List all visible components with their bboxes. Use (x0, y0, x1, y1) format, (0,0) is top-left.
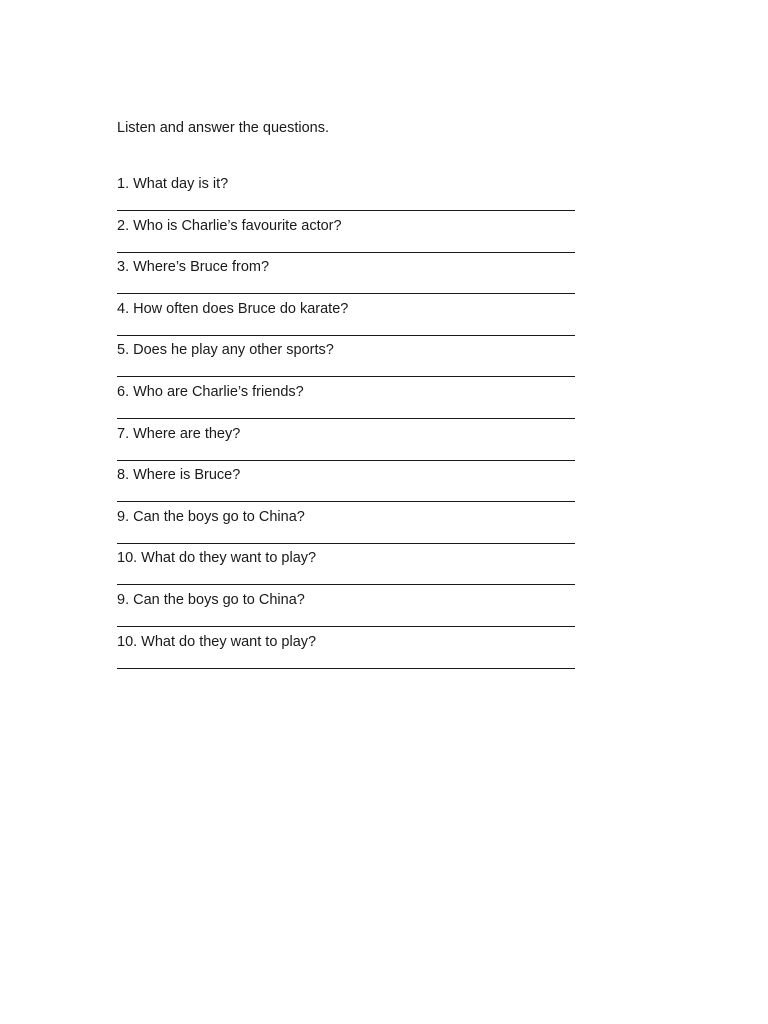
question-item (117, 258, 575, 300)
question-item (117, 633, 575, 675)
question-text: 2. Who is Charlie’s favourite actor? (117, 217, 342, 234)
question-text: 9. Can the boys go to China? (117, 508, 305, 525)
answer-line[interactable] (117, 252, 575, 253)
answer-line[interactable] (117, 293, 575, 294)
question-text: 10. What do they want to play? (117, 550, 317, 567)
question-item (117, 466, 575, 508)
question-list (117, 175, 575, 674)
question-item (117, 175, 575, 217)
question-text: 6. Who are Charlie’s friends? (117, 383, 304, 400)
question-text: 7. Where are they? (117, 425, 241, 442)
answer-line[interactable] (117, 668, 575, 669)
question-text: 9. Can the boys go to China? (117, 591, 305, 608)
question-text: 1. What day is it? (117, 176, 229, 192)
answer-line[interactable] (117, 501, 575, 502)
question-text: 5. Does he play any other sports? (117, 342, 334, 359)
answer-line[interactable] (117, 335, 575, 336)
question-text: 4. How often does Bruce do karate? (117, 300, 349, 317)
answer-line[interactable] (117, 210, 575, 211)
answer-line[interactable] (117, 626, 575, 627)
question-text: 3. Where’s Bruce from? (117, 259, 270, 276)
question-item (117, 300, 575, 342)
question-item (117, 591, 575, 633)
question-item (117, 508, 575, 550)
answer-line[interactable] (117, 376, 575, 377)
answer-line[interactable] (117, 543, 575, 544)
question-item (117, 341, 575, 383)
answer-line[interactable] (117, 460, 575, 461)
question-item (117, 549, 575, 591)
question-item (117, 425, 575, 467)
question-text: 10. What do they want to play? (117, 633, 317, 650)
question-text: 8. Where is Bruce? (117, 467, 241, 484)
answer-line[interactable] (117, 418, 575, 419)
answer-line[interactable] (117, 584, 575, 585)
question-item (117, 383, 575, 425)
instruction-heading: Listen and answer the questions. (117, 120, 329, 136)
question-item (117, 217, 575, 259)
